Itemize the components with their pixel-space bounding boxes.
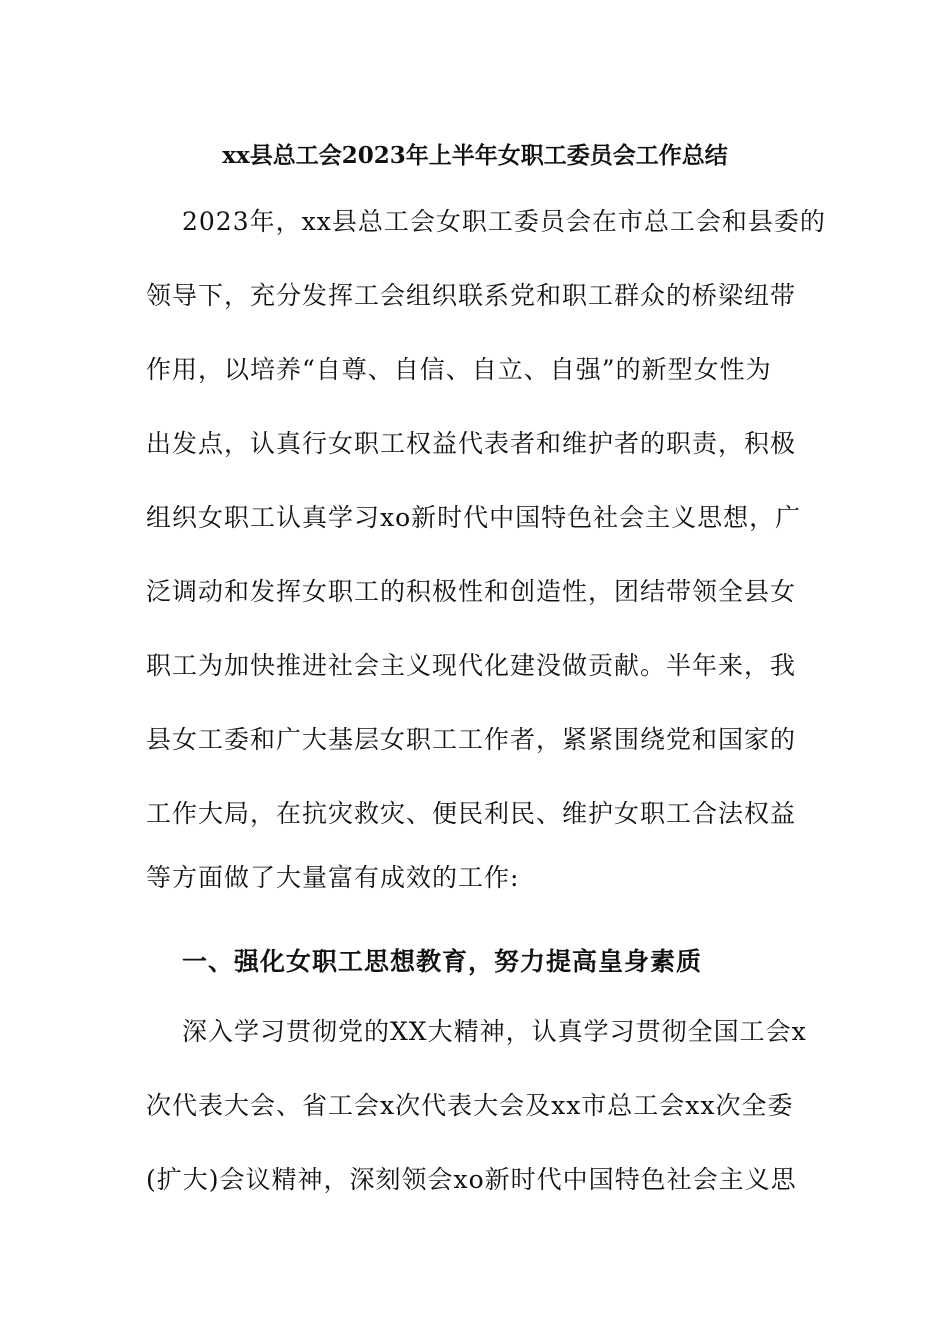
paragraph-line: 作用，以培养“自尊、自信、自立、自强”的新型女性为 [146, 355, 772, 384]
paragraph-line: (扩大)会议精神，深刻领会xo新时代中国特色社会主义思 [146, 1165, 797, 1194]
paragraph-line: 深入学习贯彻党的XX大精神，认真学习贯彻全国工会x [182, 1017, 807, 1046]
paragraph-line: 出发点，认真行女职工权益代表者和维护者的职责，积极 [146, 429, 797, 458]
paragraph-line: 次代表大会、省工会x次代表大会及xx市总工会xx次全委 [146, 1091, 794, 1120]
document-title: xx县总工会2023年上半年女职工委员会工作总结 [222, 142, 728, 169]
section-heading: 一、强化女职工思想教育，努力提高皇身素质 [182, 947, 703, 976]
paragraph-line: 等方面做了大量富有成效的工作: [146, 863, 520, 892]
paragraph-line: 2023年，xx县总工会女职工委员会在市总工会和县委的 [182, 207, 826, 236]
paragraph-line: 工作大局，在抗灾救灾、便民利民、维护女职工合法权益 [146, 799, 797, 828]
paragraph-line: 泛调动和发挥女职工的积极性和创造性，团结带领全县女 [146, 577, 797, 606]
paragraph-line: 领导下，充分发挥工会组织联系党和职工群众的桥梁纽带 [146, 281, 797, 310]
paragraph-line: 县女工委和广大基层女职工工作者，紧紧围绕党和国家的 [146, 725, 797, 754]
paragraph-line: 职工为加快推进社会主义现代化建没做贡献。半年来，我 [146, 651, 797, 680]
paragraph-line: 组织女职工认真学习xo新时代中国特色社会主义思想，广 [146, 503, 802, 532]
